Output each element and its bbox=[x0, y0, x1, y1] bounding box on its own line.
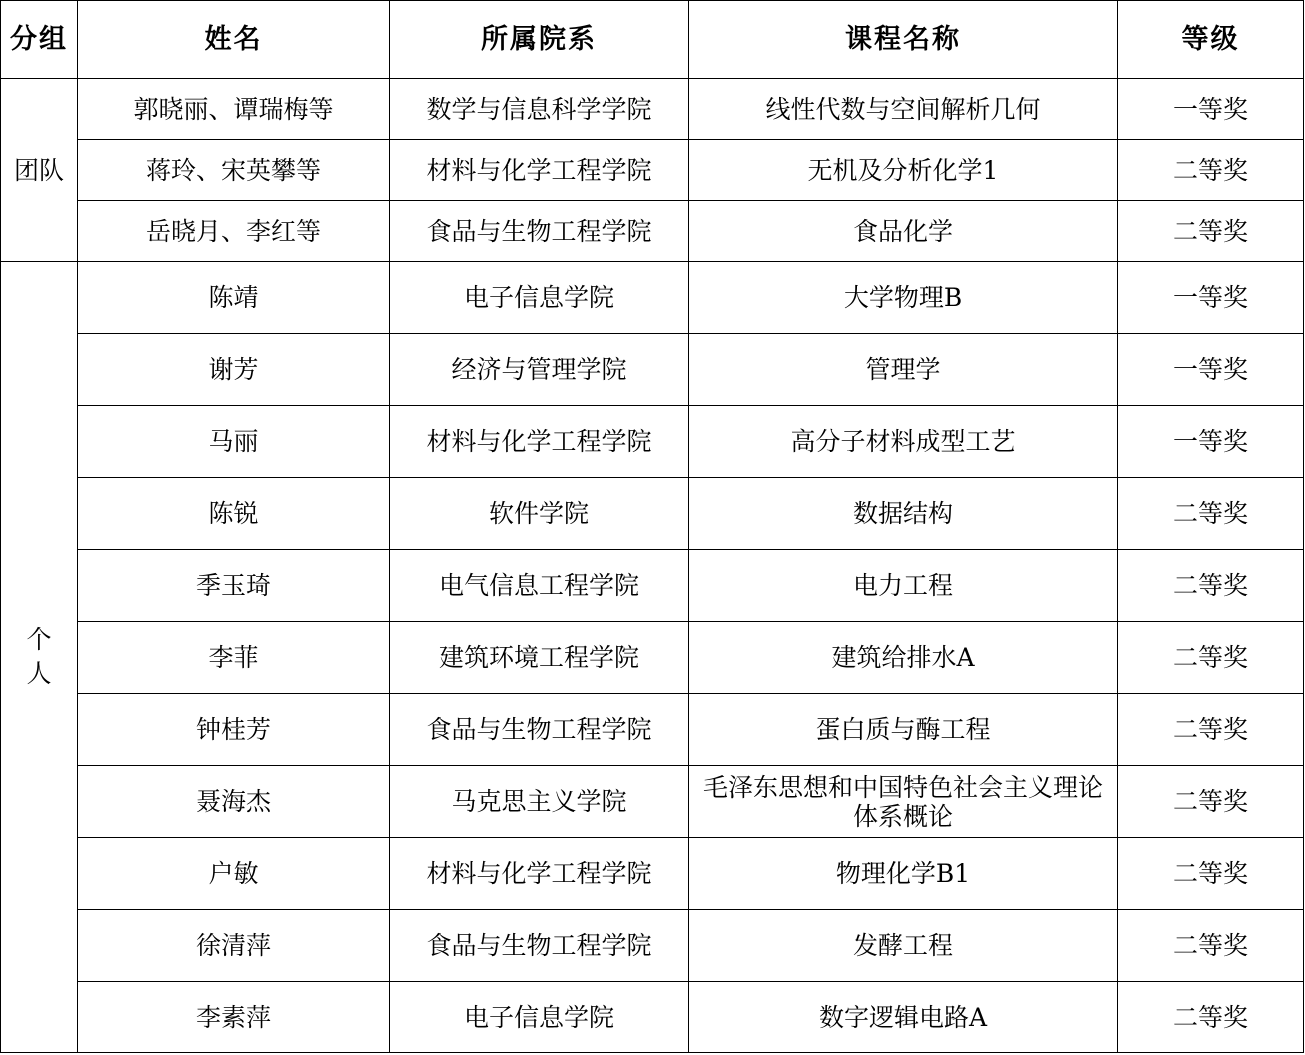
table-row bbox=[1, 694, 1304, 766]
grade-cell: 二等奖 bbox=[1118, 622, 1304, 694]
grade-cell: 一等奖 bbox=[1118, 334, 1304, 406]
course-cell: 蛋白质与酶工程 bbox=[689, 694, 1118, 766]
header-grade: 等级 bbox=[1118, 1, 1304, 79]
grade-cell: 一等奖 bbox=[1118, 79, 1304, 140]
grade-cell: 一等奖 bbox=[1118, 406, 1304, 478]
department-cell: 材料与化学工程学院 bbox=[390, 140, 689, 201]
group-label-individual: 个人 bbox=[26, 625, 52, 688]
course-cell: 数据结构 bbox=[689, 478, 1118, 550]
department-cell: 食品与生物工程学院 bbox=[390, 694, 689, 766]
group-cell-individual bbox=[1, 262, 78, 1053]
department-cell: 食品与生物工程学院 bbox=[390, 910, 689, 982]
grade-cell: 二等奖 bbox=[1118, 140, 1304, 201]
course-cell: 建筑给排水A bbox=[689, 622, 1118, 694]
department-cell: 软件学院 bbox=[390, 478, 689, 550]
name-cell: 陈锐 bbox=[78, 478, 390, 550]
course-cell: 高分子材料成型工艺 bbox=[689, 406, 1118, 478]
grade-cell: 二等奖 bbox=[1118, 982, 1304, 1053]
course-cell: 毛泽东思想和中国特色社会主义理论体系概论 bbox=[689, 766, 1118, 838]
name-cell: 钟桂芳 bbox=[78, 694, 390, 766]
header-name: 姓名 bbox=[78, 1, 390, 79]
grade-cell: 二等奖 bbox=[1118, 201, 1304, 262]
course-cell: 发酵工程 bbox=[689, 910, 1118, 982]
group-cell-team: 团队 bbox=[1, 79, 78, 262]
table-row bbox=[1, 622, 1304, 694]
department-cell: 电气信息工程学院 bbox=[390, 550, 689, 622]
grade-cell: 二等奖 bbox=[1118, 838, 1304, 910]
table-row bbox=[1, 201, 1304, 262]
course-cell: 电力工程 bbox=[689, 550, 1118, 622]
table-row bbox=[1, 334, 1304, 406]
grade-cell: 二等奖 bbox=[1118, 550, 1304, 622]
table-row bbox=[1, 550, 1304, 622]
department-cell: 材料与化学工程学院 bbox=[390, 406, 689, 478]
name-cell: 李菲 bbox=[78, 622, 390, 694]
grade-cell: 二等奖 bbox=[1118, 766, 1304, 838]
grade-cell: 二等奖 bbox=[1118, 694, 1304, 766]
name-cell: 聂海杰 bbox=[78, 766, 390, 838]
table-row bbox=[1, 766, 1304, 838]
table-row bbox=[1, 478, 1304, 550]
course-cell: 数字逻辑电路A bbox=[689, 982, 1118, 1053]
course-cell: 线性代数与空间解析几何 bbox=[689, 79, 1118, 140]
course-cell: 物理化学B1 bbox=[689, 838, 1118, 910]
header-department: 所属院系 bbox=[390, 1, 689, 79]
name-cell: 陈靖 bbox=[78, 262, 390, 334]
name-cell: 徐清萍 bbox=[78, 910, 390, 982]
department-cell: 经济与管理学院 bbox=[390, 334, 689, 406]
table-row bbox=[1, 910, 1304, 982]
table-row bbox=[1, 982, 1304, 1053]
department-cell: 材料与化学工程学院 bbox=[390, 838, 689, 910]
table-row bbox=[1, 79, 1304, 140]
department-cell: 建筑环境工程学院 bbox=[390, 622, 689, 694]
department-cell: 食品与生物工程学院 bbox=[390, 201, 689, 262]
name-cell: 季玉琦 bbox=[78, 550, 390, 622]
table-row bbox=[1, 140, 1304, 201]
table-row bbox=[1, 406, 1304, 478]
course-cell: 食品化学 bbox=[689, 201, 1118, 262]
grade-cell: 二等奖 bbox=[1118, 478, 1304, 550]
department-cell: 数学与信息科学学院 bbox=[390, 79, 689, 140]
department-cell: 电子信息学院 bbox=[390, 262, 689, 334]
name-cell: 李素萍 bbox=[78, 982, 390, 1053]
course-cell: 管理学 bbox=[689, 334, 1118, 406]
name-cell: 谢芳 bbox=[78, 334, 390, 406]
course-cell: 大学物理B bbox=[689, 262, 1118, 334]
course-cell: 无机及分析化学1 bbox=[689, 140, 1118, 201]
table-row bbox=[1, 262, 1304, 334]
grade-cell: 二等奖 bbox=[1118, 910, 1304, 982]
department-cell: 马克思主义学院 bbox=[390, 766, 689, 838]
table-row bbox=[1, 838, 1304, 910]
grade-cell: 一等奖 bbox=[1118, 262, 1304, 334]
header-group: 分组 bbox=[1, 1, 78, 79]
name-cell: 蒋玲、宋英攀等 bbox=[78, 140, 390, 201]
name-cell: 郭晓丽、谭瑞梅等 bbox=[78, 79, 390, 140]
header-row bbox=[1, 1, 1304, 79]
name-cell: 户敏 bbox=[78, 838, 390, 910]
name-cell: 马丽 bbox=[78, 406, 390, 478]
department-cell: 电子信息学院 bbox=[390, 982, 689, 1053]
name-cell: 岳晓月、李红等 bbox=[78, 201, 390, 262]
header-course: 课程名称 bbox=[689, 1, 1118, 79]
